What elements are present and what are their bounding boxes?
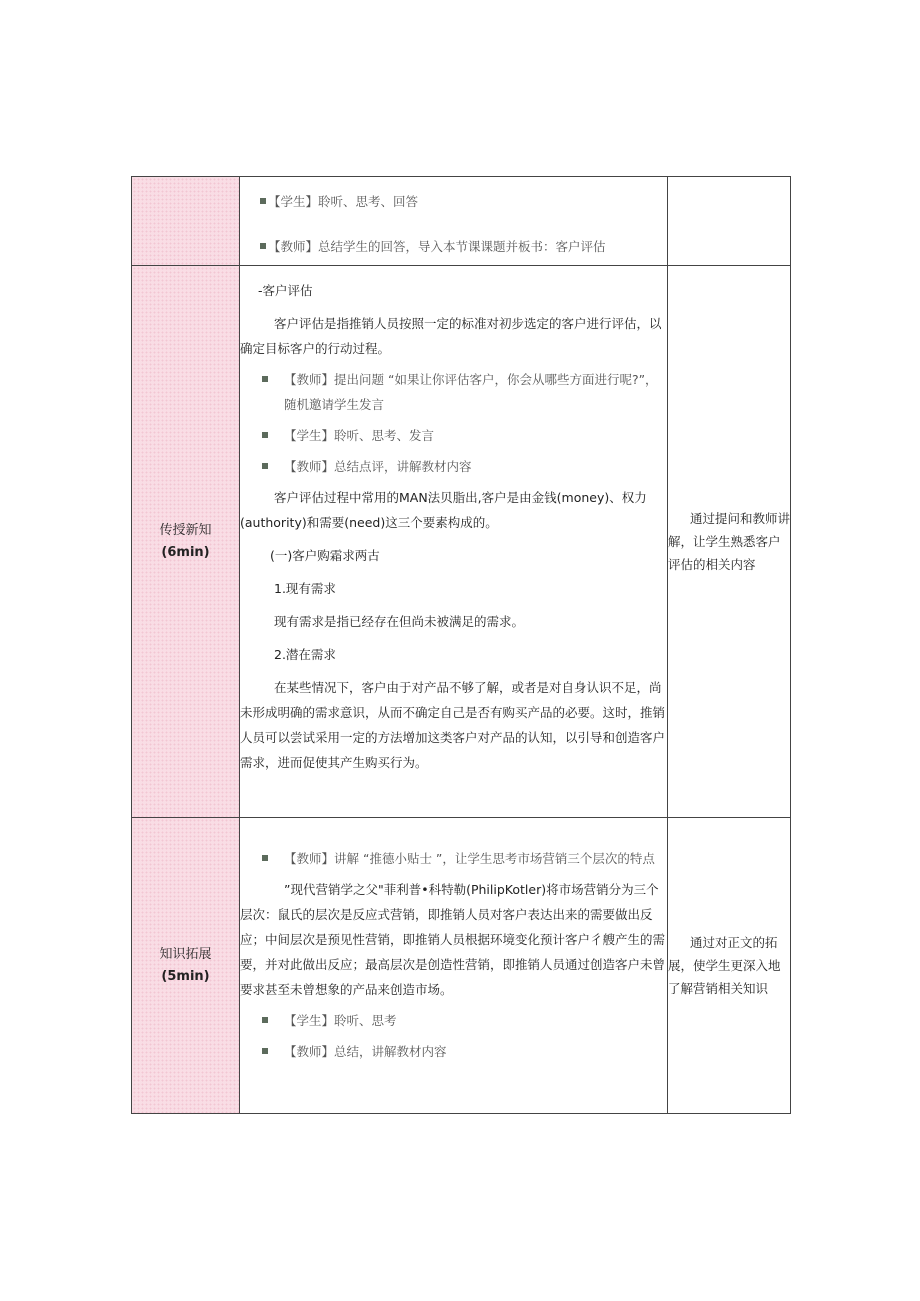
- list-item: 【学生】聆听、思考、发言: [240, 423, 667, 448]
- list-item: 【教师】提出问题 “如果让你评估客户，你会从哪些方面进行呢?”，随机邀请学生发言: [240, 367, 667, 417]
- purpose-cell: [668, 818, 791, 1114]
- sub-heading: 2.潜在需求: [274, 647, 336, 662]
- paragraph: 客户评估是指推销人员按照一定的标准对初步选定的客户进行评估，以确定目标客户的行动过程。: [240, 316, 662, 356]
- square-bullet-icon: [262, 855, 268, 861]
- square-bullet-icon: [262, 1017, 268, 1023]
- paragraph: ”现代营销学之父"菲利普•科特勒(PhilipKotler)将市场营销分为三个层次：鼠氏的层次是反应式营销，即推销人员对客户表达出来的需要做出反应；中间层次是预见性营销，即推销人员根据环境变化预计客户彳艘产生的需要，并对此做出反应；最高层次是创造性营销，即推销人员通过创造客户未曾要求甚至未曾想象的产品来创造市场。: [240, 882, 666, 997]
- sub-heading: (一)客户购霜求两古: [270, 548, 380, 563]
- square-bullet-icon: [262, 1048, 268, 1054]
- lesson-plan-table: [131, 176, 791, 1114]
- phase-cell: [132, 818, 240, 1114]
- phase-duration: (6min): [161, 544, 210, 560]
- table-row: [132, 177, 791, 266]
- table-row: [132, 818, 791, 1114]
- paragraph: 在某些情况下，客户由于对产品不够了解，或者是对自身认识不足，尚未形成明确的需求意识，从而不确定自己是否有购买产品的必要。这时，推销人员可以尝试采用一定的方法增加这类客户对产品的认知，以引导和创造客户需求，进而促使其产生购买行为。: [240, 680, 666, 770]
- section-heading: -客户评估: [258, 283, 313, 298]
- list-item: 【教师】总结点评，讲解教材内容: [240, 454, 667, 479]
- square-bullet-icon: [260, 243, 266, 249]
- list-item: 【教师】讲解 “推德小贴士 ”，让学生思考市场营销三个层次的特点: [240, 846, 667, 871]
- purpose-text: 通过提问和教师讲解，让学生熟悉客户评估的相关内容: [668, 511, 791, 572]
- square-bullet-icon: [262, 432, 268, 438]
- purpose-cell: [668, 177, 791, 266]
- phase-cell: [132, 177, 240, 266]
- content-cell: [240, 818, 668, 1114]
- square-bullet-icon: [262, 463, 268, 469]
- square-bullet-icon: [260, 198, 266, 204]
- paragraph: 现有需求是指已经存在但尚未被满足的需求。: [274, 614, 525, 629]
- list-item: 【教师】总结学生的回答，导入本节课课题并板书：客户评估: [240, 234, 667, 259]
- phase-title: 知识拓展: [159, 946, 212, 962]
- paragraph: 客户评估过程中常用的MAN法贝脂出,客户是由金钱(money)、权力(authority)和需要(need)这三个要素构成的。: [240, 490, 647, 530]
- purpose-text: 通过对正文的拓展，使学生更深入地了解营销相关知识: [668, 935, 781, 996]
- table-row: [132, 266, 791, 818]
- phase-title: 传授新知: [159, 522, 212, 538]
- content-cell: [240, 266, 668, 818]
- list-item: 【教师】总结，讲解教材内容: [240, 1039, 667, 1064]
- content-cell: [240, 177, 668, 266]
- purpose-cell: [668, 266, 791, 818]
- phase-duration: (5min): [161, 968, 210, 984]
- list-item: 【学生】聆听、思考、回答: [240, 189, 667, 214]
- list-item: 【学生】聆听、思考: [240, 1008, 667, 1033]
- square-bullet-icon: [262, 376, 268, 382]
- sub-heading: 1.现有需求: [274, 581, 336, 596]
- phase-cell: [132, 266, 240, 818]
